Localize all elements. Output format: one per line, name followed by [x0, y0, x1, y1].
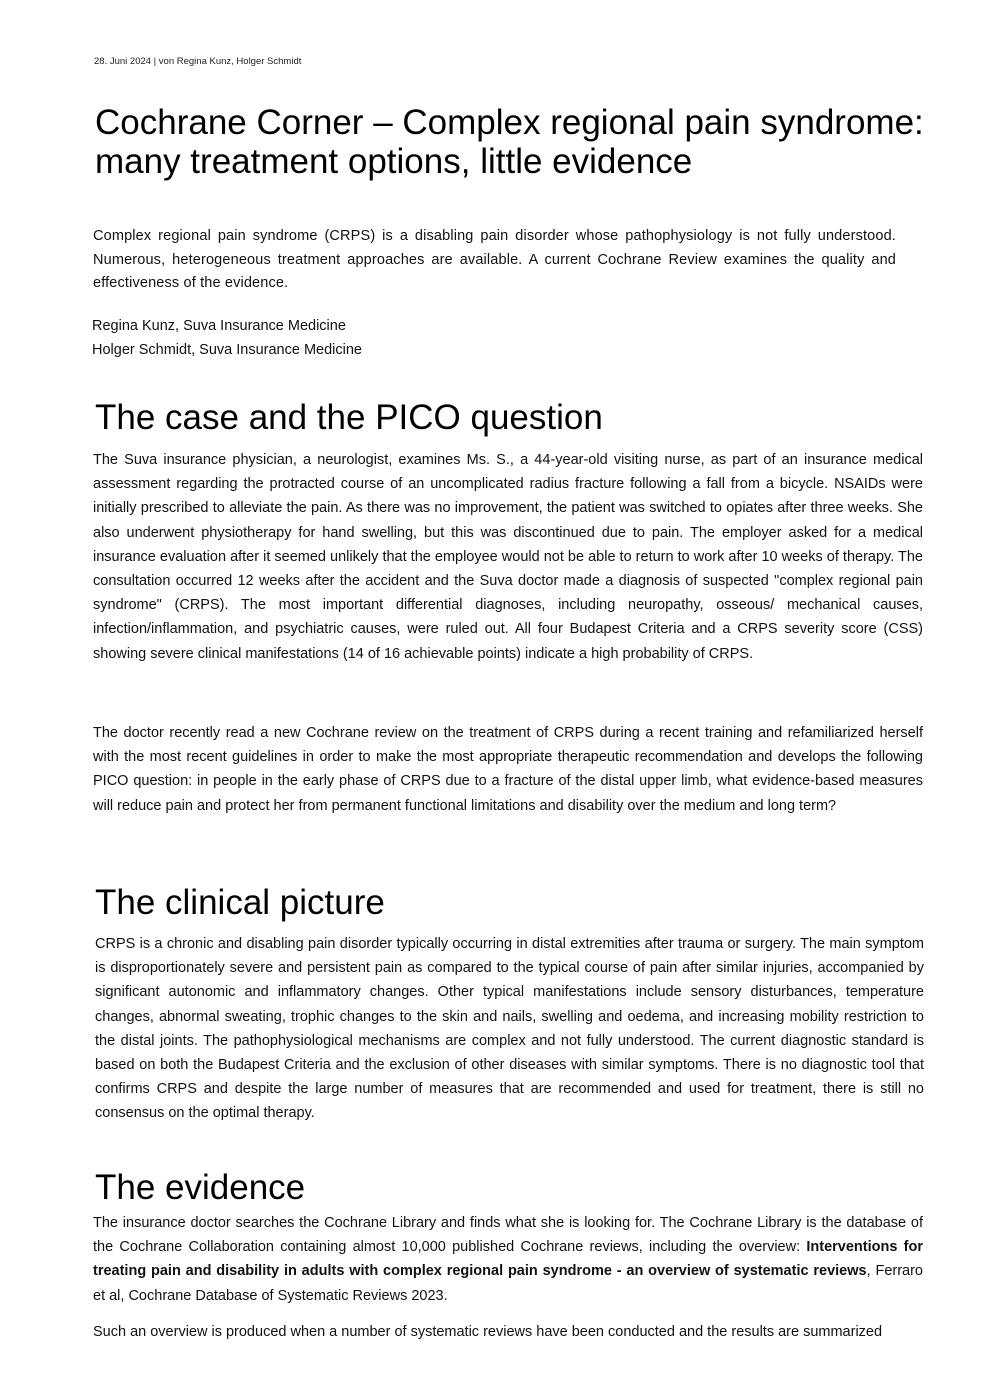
section-heading-case: The case and the PICO question	[95, 398, 603, 437]
evidence-text-intro: The insurance doctor searches the Cochrane Library and finds what she is looking for. The Cochrane Library is the database of the Cochrane Collaboration containing almost 10,000 published Cochrane reviews, including the overview:	[93, 1215, 923, 1256]
case-paragraph-2: The doctor recently read a new Cochrane review on the treatment of CRPS during a recent training and refamiliarized herself with the most recent guidelines in order to make the most appropriate therapeutic recommendation and develops the following PICO question: in people in the early phase of CRPS due to a fracture of the distal upper limb, what evidence-based measures will reduce pain and protect her from permanent functional limitations and disability over the medium and long term?	[93, 725, 923, 814]
evidence-paragraph-1	[93, 1211, 923, 1308]
author-2: Holger Schmidt, Suva Insurance Medicine	[92, 342, 362, 358]
evidence-paragraph-2: Such an overview is produced when a number of systematic reviews have been conducted and the results are summarized	[93, 1324, 883, 1340]
evidence-text-citation: , Ferraro et al, Cochrane Database of Systematic Reviews 2023.	[93, 1263, 923, 1304]
review-title: Interventions for treating pain and disability in adults with complex regional pain syndrome - an overview of systematic reviews	[93, 1239, 923, 1280]
article-lead: Complex regional pain syndrome (CRPS) is a disabling pain disorder whose pathophysiology is not fully understood. Numerous, heterogeneous treatment approaches are available. A current Cochrane Review examines the quality and effectiveness of the evidence.	[93, 228, 896, 291]
article-title: Cochrane Corner – Complex regional pain syndrome: many treatment options, little evidence	[95, 103, 924, 181]
author-1: Regina Kunz, Suva Insurance Medicine	[92, 318, 346, 334]
section-heading-evidence: The evidence	[95, 1168, 306, 1207]
dateline: 28. Juni 2024 | von Regina Kunz, Holger Schmidt	[94, 56, 302, 67]
clinical-paragraph: CRPS is a chronic and disabling pain disorder typically occurring in distal extremities after trauma or surgery. The main symptom is disproportionately severe and persistent pain as compared to the typical course of pain after similar injuries, accompanied by significant autonomic and inflammatory changes. Other typical manifestations include sensory disturbances, temperature changes, abnormal sweating, trophic changes to the skin and nails, swelling and oedema, and increasing mobility restriction to the distal joints. The pathophysiological mechanisms are complex and not fully understood. The current diagnostic standard is based on both the Budapest Criteria and the exclusion of other diseases with similar symptoms. There is no diagnostic tool that confirms CRPS and despite the large number of measures that are recommended and used for treatment, there is still no consensus on the optimal therapy.	[95, 936, 924, 1122]
case-paragraph-1: The Suva insurance physician, a neurologist, examines Ms. S., a 44-year-old visiting nurse, as part of an insurance medical assessment regarding the protracted course of an uncomplicated radius fracture following a fall from a bicycle. NSAIDs were initially prescribed to alleviate the pain. As there was no improvement, the patient was switched to opiates after three weeks. She also underwent physiotherapy for hand swelling, but this was discontinued due to pain. The employer asked for a medical insurance evaluation after it seemed unlikely that the employee would not be able to return to work after 10 weeks of therapy. The consultation occurred 12 weeks after the accident and the Suva doctor made a diagnosis of suspected "complex regional pain syndrome" (CRPS). The most important differential diagnoses, including neuropathy, osseous/ mechanical causes, infection/inflammation, and psychiatric causes, were ruled out. All four Budapest Criteria and a CRPS severity score (CSS) showing severe clinical manifestations (14 of 16 achievable points) indicate a high probability of CRPS.	[93, 452, 923, 662]
section-heading-clinical: The clinical picture	[95, 883, 385, 922]
